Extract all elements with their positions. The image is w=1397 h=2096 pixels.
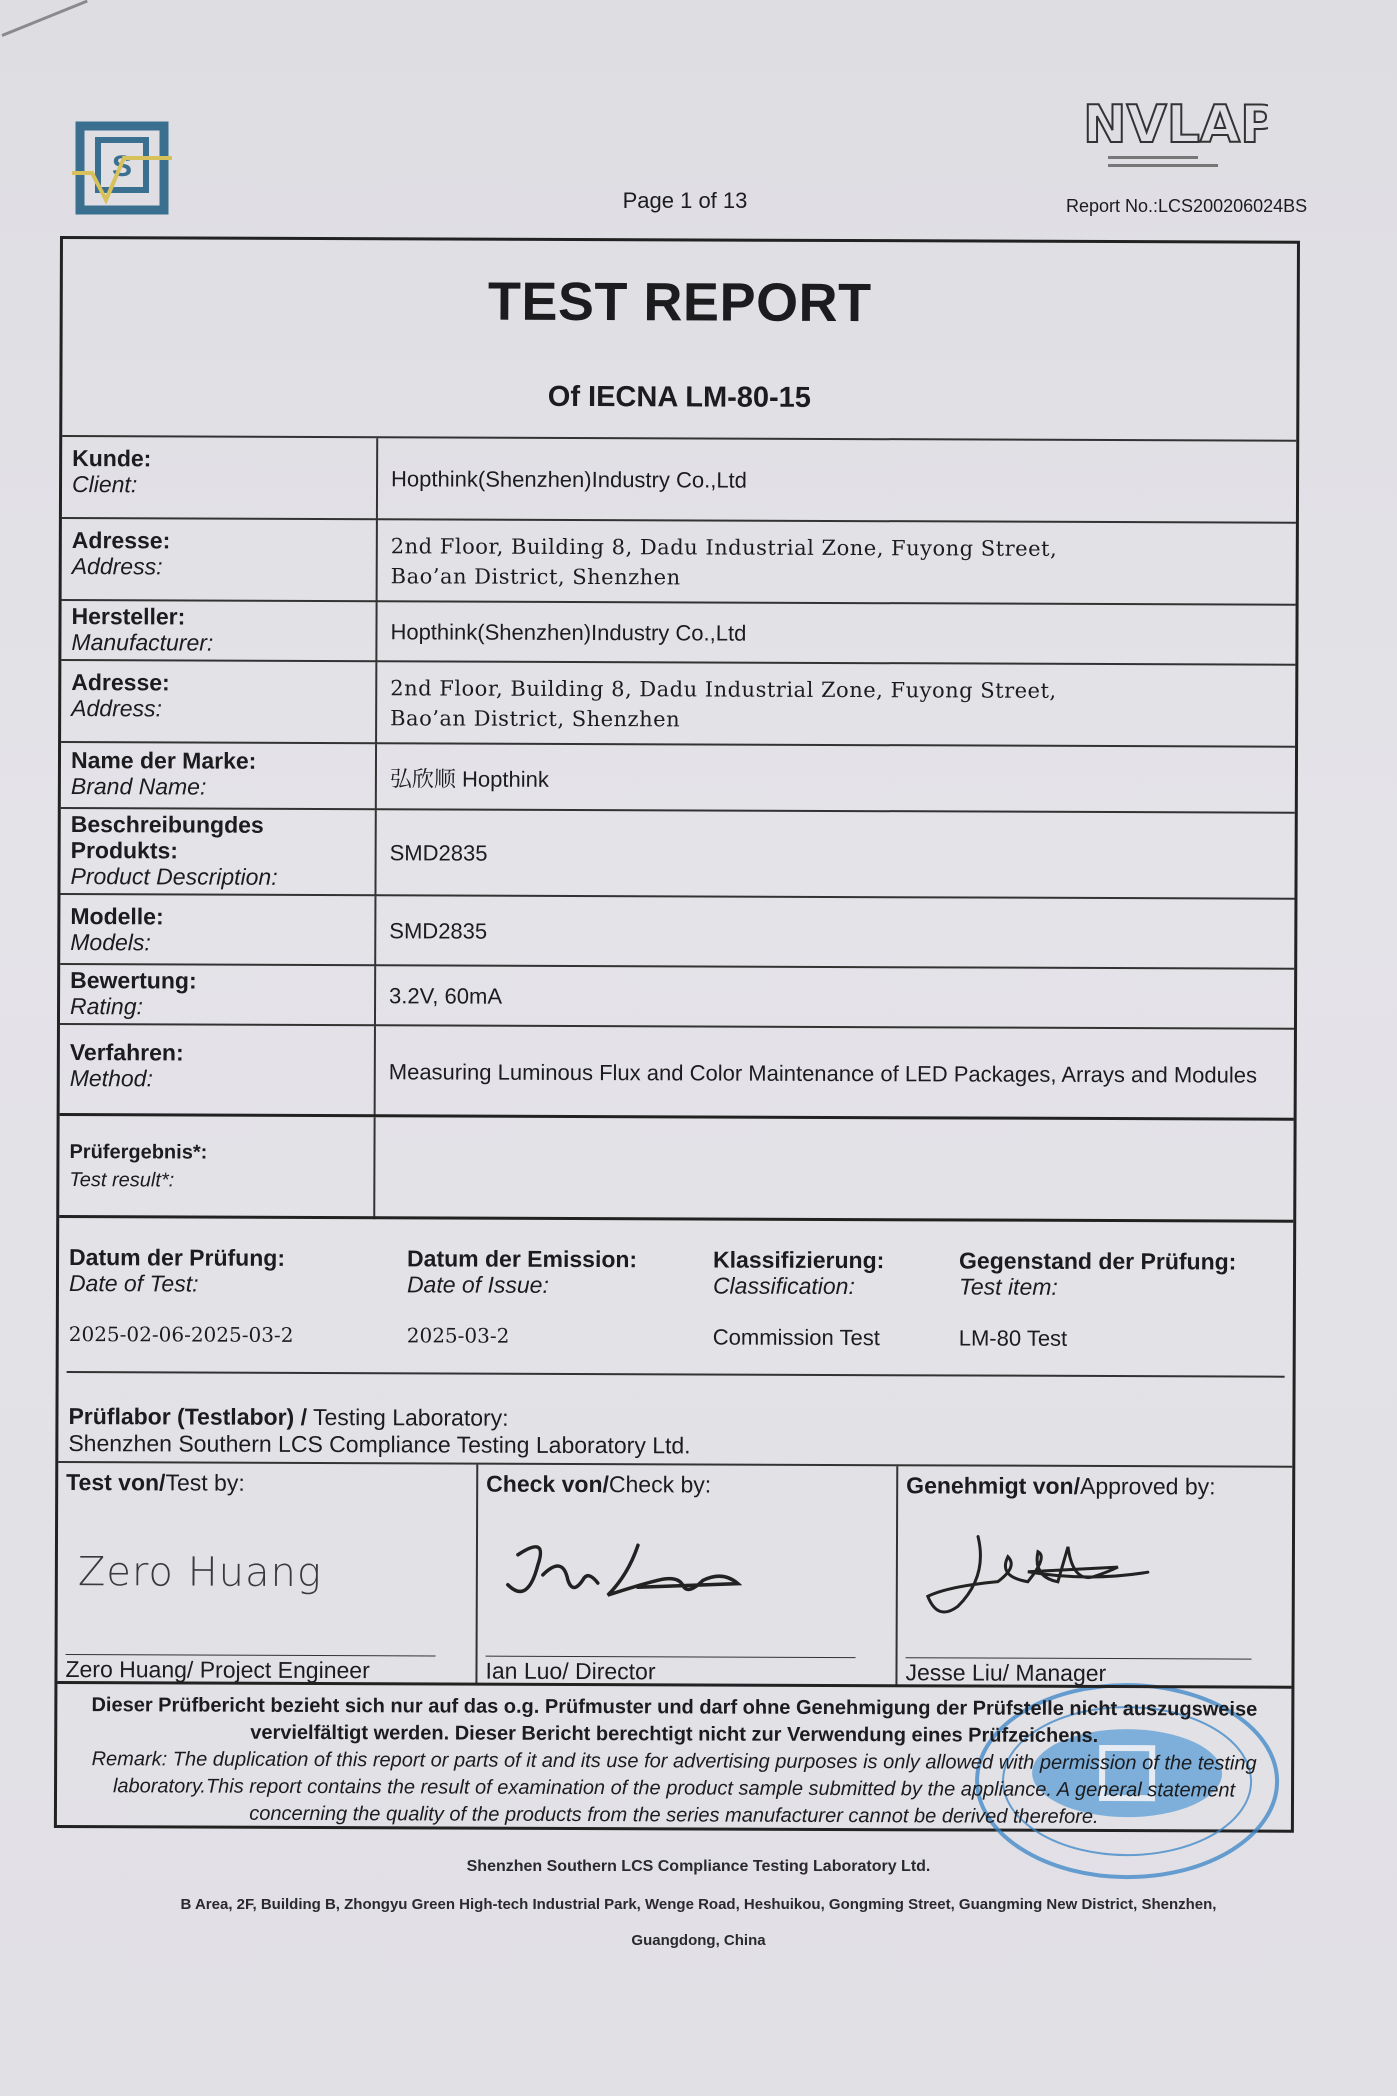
- lab-name: Shenzhen Southern LCS Compliance Testing Laboratory Ltd.: [68, 1430, 691, 1459]
- remark-de: Dieser Prüfbericht bezieht sich nur auf das o.g. Prüfmuster und darf ohne Genehmigung der Prüfstelle nicht auszugsweise vervielfältigt werden. Dieser Bericht berechtigt nicht zur Verwendung eines Prüfzeichens.: [91, 1694, 1258, 1747]
- report-frame: [54, 236, 1300, 1833]
- label-en: Rating:: [69, 993, 143, 1020]
- report-number: Report No.:LCS200206024BS: [1066, 196, 1308, 216]
- lcs-logo: [72, 118, 172, 218]
- head-de: Genehmigt von/: [906, 1472, 1081, 1499]
- brand-value: 弘欣顺 Hopthink: [389, 765, 549, 792]
- label-en: Date of Test:: [68, 1270, 199, 1297]
- report-subtitle: Of IECNA LM-80-15: [547, 380, 812, 414]
- page-number: Page 1 of 13: [622, 188, 748, 213]
- label-de: Hersteller:: [71, 603, 186, 630]
- approver-name: Jesse Liu/ Manager: [905, 1659, 1107, 1687]
- test-by-column: [57, 1463, 478, 1685]
- label-en: Product Description:: [70, 863, 278, 890]
- manufacturer-row: [61, 599, 1295, 666]
- rating-value: 3.2V, 60mA: [389, 983, 503, 1009]
- client-row: [62, 435, 1296, 524]
- method-value: Measuring Luminous Flux and Color Maintenance of LED Packages, Arrays and Modules: [388, 1058, 1258, 1088]
- tester-name: Zero Huang/ Project Engineer: [65, 1656, 370, 1684]
- dates-block: [59, 1215, 1294, 1393]
- method-row: [60, 1023, 1294, 1120]
- label-de: Kunde:: [72, 445, 152, 472]
- label-de: Adresse:: [71, 527, 171, 554]
- models-value: SMD2835: [389, 918, 488, 944]
- testing-laboratory: [68, 1403, 690, 1459]
- manufacturer-address-row: [61, 659, 1295, 748]
- label-de-1: Beschreibungdes: [70, 811, 264, 838]
- label-en: Test item:: [958, 1273, 1058, 1300]
- label-de: Datum der Emission:: [407, 1245, 638, 1273]
- label-de: Datum der Prüfung:: [69, 1244, 286, 1271]
- test-item-value: LM-80 Test: [958, 1325, 1068, 1351]
- lab-label-de: Prüflabor (Testlabor) /: [68, 1403, 308, 1430]
- brand-row: [61, 741, 1295, 814]
- label-en: Client:: [71, 471, 138, 498]
- approved-by-column: [897, 1466, 1292, 1688]
- label-en: Date of Issue:: [406, 1271, 549, 1298]
- label-de: Name der Marke:: [70, 747, 257, 774]
- label-de: Adresse:: [71, 669, 170, 696]
- handwritten-name: Zero Huang: [77, 1549, 323, 1597]
- head-de: Check von/: [486, 1470, 609, 1498]
- label-de: Gegenstand der Prüfung:: [959, 1247, 1237, 1275]
- label-de-2: Produkts:: [70, 837, 179, 864]
- check-by-column: [477, 1465, 898, 1687]
- label-de: Verfahren:: [69, 1039, 184, 1066]
- label-en: Test result*:: [69, 1169, 175, 1192]
- signature-area: [57, 1461, 1292, 1688]
- svg-text:S: S: [111, 150, 133, 183]
- nvlap-wordmark: NVLAP: [1083, 95, 1268, 155]
- head-en: Approved by:: [1079, 1472, 1216, 1500]
- lab-label-en: Testing Laboratory:: [306, 1403, 509, 1431]
- product-description-value: SMD2835: [389, 840, 488, 866]
- label-en: Address:: [71, 695, 163, 722]
- checker-name: Ian Luo/ Director: [485, 1657, 656, 1685]
- classification: [713, 1247, 885, 1352]
- label-en: Classification:: [712, 1272, 855, 1300]
- date-of-test: [69, 1244, 294, 1347]
- paper-mark: [1, 0, 87, 37]
- label-en: Method:: [69, 1065, 153, 1092]
- client-address-row: [62, 517, 1296, 606]
- label-en: Manufacturer:: [71, 629, 214, 656]
- date-of-issue-value: 2025-03-2: [406, 1323, 510, 1348]
- label-en: Brand Name:: [70, 773, 207, 800]
- client-value: Hopthink(Shenzhen)Industry Co.,Ltd: [391, 466, 747, 493]
- head-en: Check by:: [608, 1471, 712, 1498]
- footer-company: Shenzhen Southern LCS Compliance Testing Laboratory Ltd.: [466, 1858, 931, 1875]
- footer-address-1: B Area, 2F, Building B, Zhongyu Green High-tech Industrial Park, Wenge Road, Heshuikou, Gongming Street, Guangming New District, Shenzhen,: [180, 1896, 1217, 1913]
- address-line-1: 2nd Floor, Building 8, Dadu Industrial Zone, Fuyong Street,: [390, 534, 1058, 561]
- footer-address-2: Guangdong, China: [631, 1932, 766, 1949]
- checker-signature: [488, 1525, 768, 1626]
- label-de: Prüfergebnis*:: [69, 1141, 208, 1164]
- date-of-issue: [407, 1245, 637, 1348]
- address-line-1: 2nd Floor, Building 8, Dadu Industrial Zone, Fuyong Street,: [390, 676, 1057, 703]
- models-row: [60, 893, 1294, 970]
- manufacturer-value: Hopthink(Shenzhen)Industry Co.,Ltd: [390, 619, 747, 646]
- label-de: Modelle:: [70, 903, 164, 930]
- address-line-2: Bao’an District, Shenzhen: [390, 564, 681, 590]
- label-en: Models:: [70, 929, 151, 956]
- address-line-2: Bao’an District, Shenzhen: [390, 706, 681, 732]
- nvlap-logo: [1078, 92, 1268, 182]
- test-item: [959, 1247, 1237, 1352]
- label-de: Klassifizierung:: [713, 1246, 885, 1274]
- product-description-row: [60, 807, 1294, 900]
- test-result-row: [59, 1113, 1293, 1223]
- remark-en: Remark: The duplication of this report or parts of it and its use for advertising purposes is only allowed with permission of the testing laboratory.This report contains the result of examination of the product sample submitted by the appliance. A general statement concerning the quality of the products from the series manufacturer cannot be derived therefore.: [91, 1748, 1257, 1828]
- remark-block: [57, 1681, 1292, 1830]
- approver-signature: [908, 1526, 1188, 1627]
- head-en: Test by:: [165, 1469, 245, 1496]
- classification-value: Commission Test: [712, 1324, 880, 1351]
- rating-row: [60, 963, 1294, 1030]
- label-de: Bewertung:: [70, 967, 197, 994]
- report-title: TEST REPORT: [487, 271, 872, 334]
- head-de: Test von/: [66, 1469, 166, 1496]
- label-en: Address:: [71, 553, 163, 580]
- date-of-test-value: 2025-02-06-2025-03-2: [68, 1322, 294, 1347]
